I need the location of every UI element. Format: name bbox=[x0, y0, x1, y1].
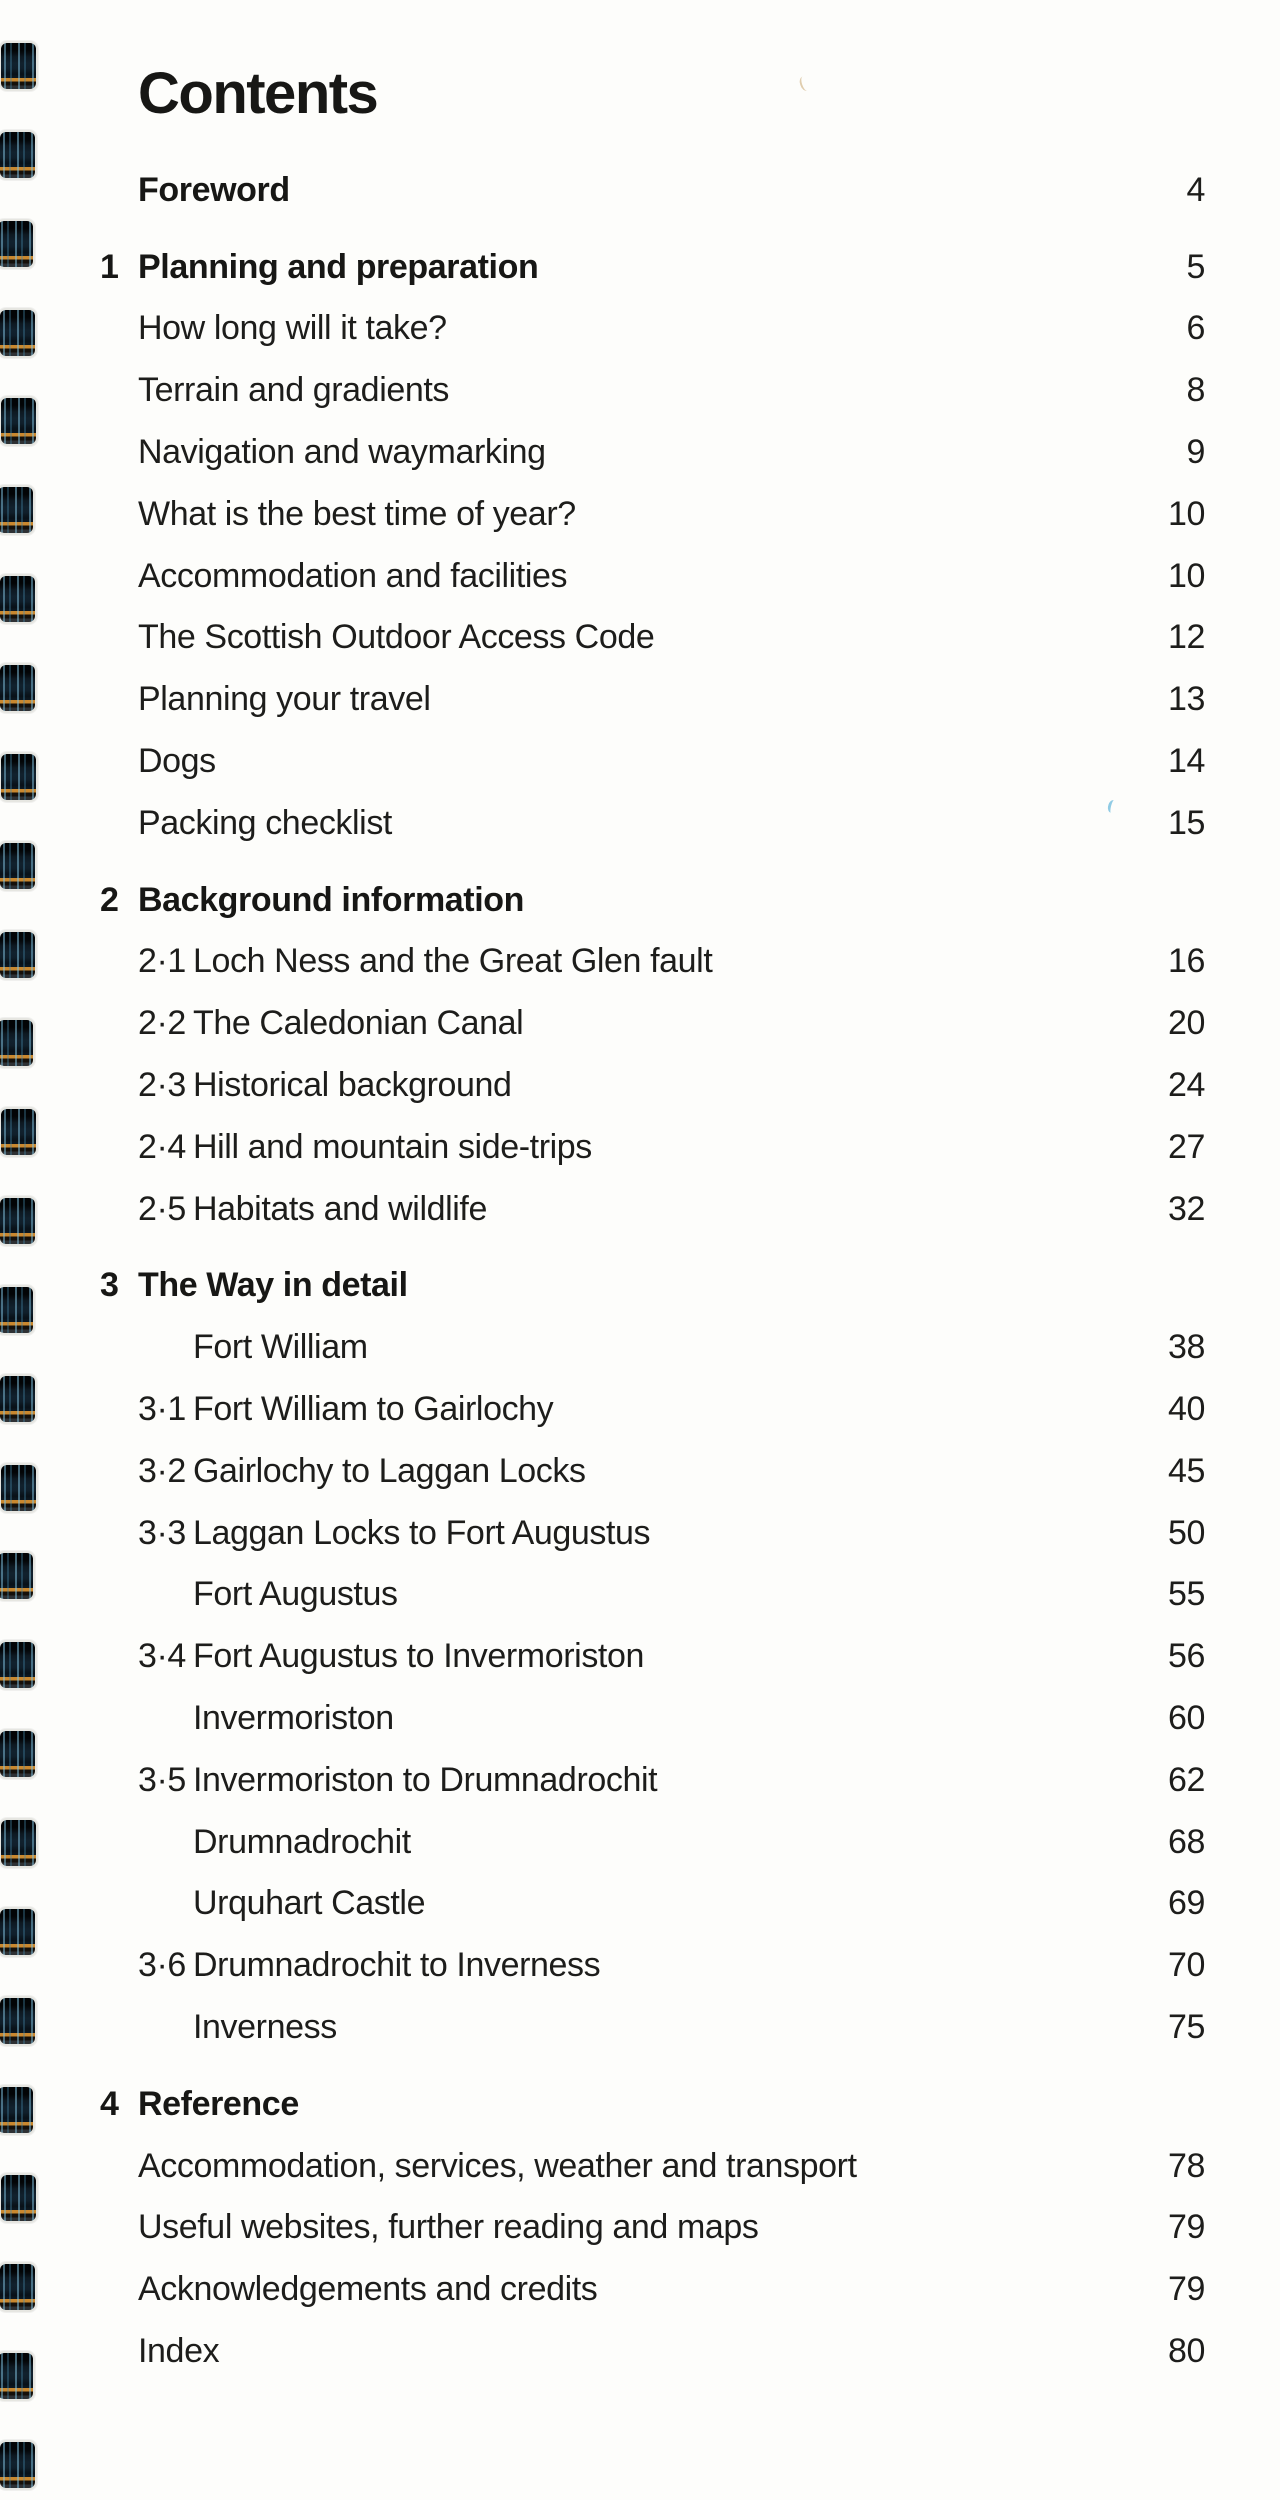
entry-title: Gairlochy to Laggan Locks bbox=[193, 1451, 586, 1490]
entry-title: Urquhart Castle bbox=[193, 1884, 426, 1923]
entry-page-number: 62 bbox=[1167, 1760, 1205, 1799]
entry-page-number: 56 bbox=[1167, 1637, 1205, 1676]
toc-row-subitem bbox=[0, 931, 1205, 993]
entry-title: Acknowledgements and credits bbox=[138, 2270, 598, 2309]
entry-page-number: 10 bbox=[1167, 556, 1205, 595]
entry-page-number: 68 bbox=[1167, 1822, 1205, 1861]
chapter-number: 1 bbox=[100, 247, 119, 286]
section-number: 3·2 bbox=[138, 1451, 186, 1490]
entry-title: Invermoriston to Drumnadrochit bbox=[193, 1760, 658, 1799]
entry-title: Hill and mountain side-trips bbox=[193, 1127, 592, 1166]
entry-page-number: 14 bbox=[1167, 741, 1205, 780]
entry-page-number: 4 bbox=[1186, 170, 1205, 209]
entry-title: Drumnadrochit to Inverness bbox=[193, 1946, 601, 1985]
entry-title: Drumnadrochit bbox=[193, 1822, 411, 1861]
entry-title: Loch Ness and the Great Glen fault bbox=[193, 942, 713, 981]
entry-title: Fort William to Gairlochy bbox=[193, 1389, 554, 1428]
entry-page-number: 16 bbox=[1167, 942, 1205, 981]
entry-page-number: 13 bbox=[1167, 680, 1205, 719]
entry-page-number: 75 bbox=[1167, 2007, 1205, 2046]
toc-row-place bbox=[0, 1873, 1205, 1935]
spiral-binding-hole-icon bbox=[0, 2442, 35, 2488]
entry-title: Invermoriston bbox=[193, 1698, 394, 1737]
toc-row-item bbox=[0, 669, 1205, 731]
toc-row-chapter bbox=[0, 1255, 1205, 1317]
toc-row-subitem bbox=[0, 1117, 1205, 1179]
entry-title: Navigation and waymarking bbox=[138, 432, 546, 471]
entry-page-number: 8 bbox=[1186, 371, 1205, 410]
entry-title: The Scottish Outdoor Access Code bbox=[138, 618, 655, 657]
chapter-number: 4 bbox=[100, 2084, 119, 2123]
entry-title: Habitats and wildlife bbox=[193, 1189, 487, 1228]
entry-title: Useful websites, further reading and maps bbox=[138, 2208, 759, 2247]
entry-title: Accommodation and facilities bbox=[138, 556, 568, 595]
entry-title: The Way in detail bbox=[138, 1266, 408, 1305]
toc-row-item bbox=[0, 2259, 1205, 2321]
toc-row-subitem bbox=[0, 1441, 1205, 1503]
chapter-number: 2 bbox=[100, 880, 119, 919]
toc-row-item bbox=[0, 2321, 1205, 2383]
toc-row-place bbox=[0, 1812, 1205, 1874]
entry-page-number: 40 bbox=[1167, 1389, 1205, 1428]
entry-page-number: 70 bbox=[1167, 1946, 1205, 1985]
entry-page-number: 45 bbox=[1167, 1451, 1205, 1490]
toc-row-item bbox=[0, 484, 1205, 546]
toc-row-subitem bbox=[0, 1935, 1205, 1997]
toc-row-subitem bbox=[0, 1503, 1205, 1565]
entry-title: Index bbox=[138, 2331, 220, 2370]
toc-entries bbox=[0, 160, 1280, 2383]
toc-row-item bbox=[0, 2197, 1205, 2259]
toc-row-chapter bbox=[0, 160, 1205, 222]
entry-page-number: 9 bbox=[1186, 432, 1205, 471]
section-number: 2·1 bbox=[138, 942, 186, 981]
entry-title: Packing checklist bbox=[138, 803, 392, 842]
entry-page-number: 79 bbox=[1167, 2208, 1205, 2247]
toc-row-item bbox=[0, 2136, 1205, 2198]
section-number: 3·6 bbox=[138, 1946, 186, 1985]
toc-row-item bbox=[0, 422, 1205, 484]
entry-title: How long will it take? bbox=[138, 309, 447, 348]
section-number: 3·3 bbox=[138, 1513, 186, 1552]
entry-page-number: 6 bbox=[1186, 309, 1205, 348]
entry-title: Planning and preparation bbox=[138, 247, 539, 286]
toc-row-subitem bbox=[0, 993, 1205, 1055]
entry-page-number: 79 bbox=[1167, 2270, 1205, 2309]
toc-row-place bbox=[0, 1688, 1205, 1750]
entry-page-number: 24 bbox=[1167, 1065, 1205, 1104]
section-number: 3·4 bbox=[138, 1637, 186, 1676]
entry-title: Dogs bbox=[138, 741, 216, 780]
entry-title: Background information bbox=[138, 880, 524, 919]
toc-row-item bbox=[0, 793, 1205, 855]
entry-page-number: 50 bbox=[1167, 1513, 1205, 1552]
toc-row-item bbox=[0, 731, 1205, 793]
entry-page-number: 27 bbox=[1167, 1127, 1205, 1166]
page-title: Contents bbox=[138, 61, 378, 126]
entry-page-number: 10 bbox=[1167, 494, 1205, 533]
entry-page-number: 55 bbox=[1167, 1575, 1205, 1614]
entry-title: Reference bbox=[138, 2084, 299, 2123]
entry-title: The Caledonian Canal bbox=[193, 1004, 524, 1043]
toc-row-subitem bbox=[0, 1179, 1205, 1241]
toc-row-place bbox=[0, 1997, 1205, 2059]
toc-row-subitem bbox=[0, 1379, 1205, 1441]
toc-row-chapter bbox=[0, 237, 1205, 299]
entry-title: Fort Augustus to Invermoriston bbox=[193, 1637, 644, 1676]
entry-title: Fort Augustus bbox=[193, 1575, 398, 1614]
section-number: 2·2 bbox=[138, 1004, 186, 1043]
section-number: 2·4 bbox=[138, 1127, 186, 1166]
section-number: 3·1 bbox=[138, 1389, 186, 1428]
entry-page-number: 20 bbox=[1167, 1004, 1205, 1043]
entry-page-number: 80 bbox=[1167, 2331, 1205, 2370]
entry-title: Historical background bbox=[193, 1065, 512, 1104]
entry-page-number: 15 bbox=[1167, 803, 1205, 842]
entry-title: Foreword bbox=[138, 170, 290, 209]
entry-page-number: 60 bbox=[1167, 1698, 1205, 1737]
chapter-number: 3 bbox=[100, 1266, 119, 1305]
entry-page-number: 78 bbox=[1167, 2146, 1205, 2185]
toc-row-subitem bbox=[0, 1750, 1205, 1812]
toc-row-place bbox=[0, 1317, 1205, 1379]
toc-row-place bbox=[0, 1564, 1205, 1626]
entry-page-number: 12 bbox=[1167, 618, 1205, 657]
toc-row-item bbox=[0, 298, 1205, 360]
toc-row-subitem bbox=[0, 1626, 1205, 1688]
entry-title: Accommodation, services, weather and transport bbox=[138, 2146, 857, 2185]
toc-row-item bbox=[0, 360, 1205, 422]
toc-row-chapter bbox=[0, 2074, 1205, 2136]
entry-title: What is the best time of year? bbox=[138, 494, 576, 533]
section-number: 2·3 bbox=[138, 1065, 186, 1104]
entry-title: Inverness bbox=[193, 2007, 337, 2046]
entry-page-number: 38 bbox=[1167, 1328, 1205, 1367]
toc-row-item bbox=[0, 546, 1205, 608]
toc-row-item bbox=[0, 607, 1205, 669]
section-number: 2·5 bbox=[138, 1189, 186, 1228]
entry-title: Laggan Locks to Fort Augustus bbox=[193, 1513, 651, 1552]
entry-page-number: 32 bbox=[1167, 1189, 1205, 1228]
toc-row-chapter bbox=[0, 870, 1205, 932]
entry-page-number: 5 bbox=[1186, 247, 1205, 286]
entry-page-number: 69 bbox=[1167, 1884, 1205, 1923]
entry-title: Fort William bbox=[193, 1328, 368, 1367]
section-number: 3·5 bbox=[138, 1760, 186, 1799]
entry-title: Terrain and gradients bbox=[138, 371, 450, 410]
toc-row-subitem bbox=[0, 1055, 1205, 1117]
entry-title: Planning your travel bbox=[138, 680, 431, 719]
